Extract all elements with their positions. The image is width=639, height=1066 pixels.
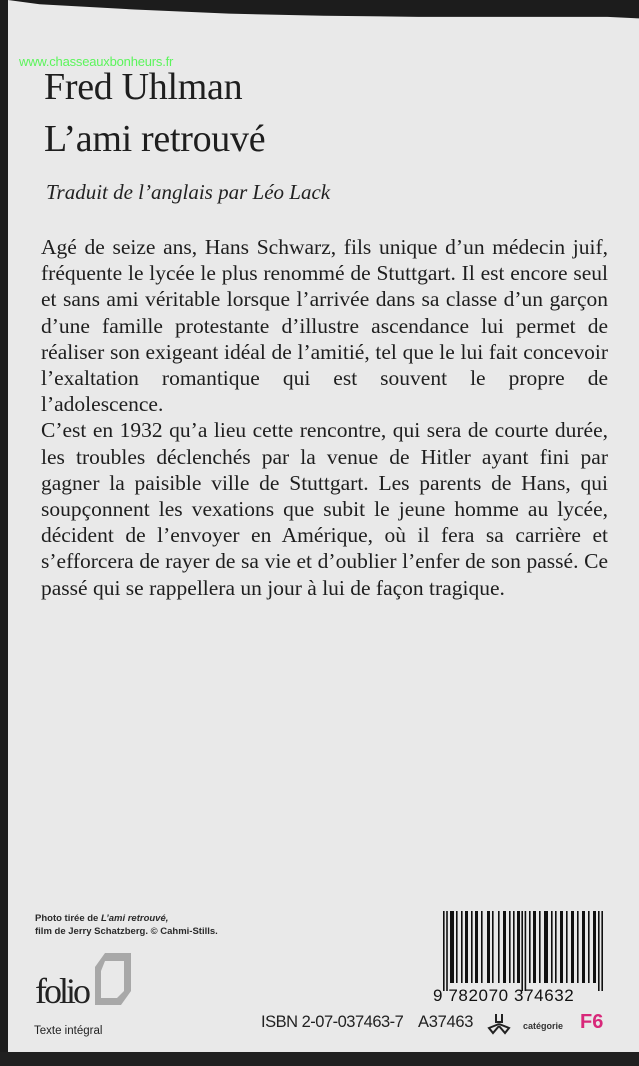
photo-credit-prefix: Photo tirée de [35, 913, 101, 924]
blurb-paragraph-2: C’est en 1932 qu’a lieu cette rencontre, qui sera de courte durée, les troubles déclenchés par la venue de Hitler ayant fini par gagner la paisible ville de Stuttgart. Les parents de Hans, qui soupçonnent les vexations que subit le jeune homme au lycée, décident de l’envoyer en Amérique, où il fera sa carrière et s’efforcera de rayer de sa vie et d’oublier l’enfer de son passé. Ce passé qui se rappellera un jour à lui de façon tragique. [41, 418, 608, 600]
trefoil-symbol-icon [485, 1013, 513, 1035]
scan-edge-shadow [0, 1052, 639, 1066]
category-label: catégorie [523, 1021, 564, 1031]
folio-page-icon [91, 953, 135, 1009]
blurb [41, 234, 608, 601]
folio-wordmark: folio [35, 971, 88, 1011]
isbn: ISBN 2-07-037463-7 [261, 1013, 404, 1031]
folio-logo [33, 953, 153, 1013]
photo-credit [35, 912, 218, 938]
barcode-digits: 9 782070 374632 [433, 986, 575, 1005]
book-title: L’ami retrouvé [44, 118, 266, 160]
category-value: F6 [580, 1011, 604, 1033]
photo-credit-film-title: L’ami retrouvé, [100, 913, 169, 924]
watermark-url: www.chasseauxbonheurs.fr [19, 54, 174, 69]
blurb-paragraph-1: Agé de seize ans, Hans Schwarz, fils unique d’un médecin juif, fréquente le lycée le plus renommé de Stuttgart. Il est encore seul et sans ami véritable lorsque l’arrivée dans sa classe d’un garçon d’une famille protestante d’illustre ascendance lui permet de réaliser son exigeant idéal de l’amitié, tel que le lui fait concevoir l’exaltation romantique qui est souvent le propre de l’adolescence. [41, 235, 608, 417]
photo-credit-line2: film de Jerry Schatzberg. © Cahmi-Stills. [35, 926, 218, 937]
barcode [443, 911, 605, 991]
translator-credit: Traduit de l’anglais par Léo Lack [46, 180, 331, 204]
author-name: Fred Uhlman [44, 66, 243, 108]
texte-integral-label: Texte intégral [34, 1025, 103, 1037]
catalog-code: A37463 [418, 1013, 474, 1031]
